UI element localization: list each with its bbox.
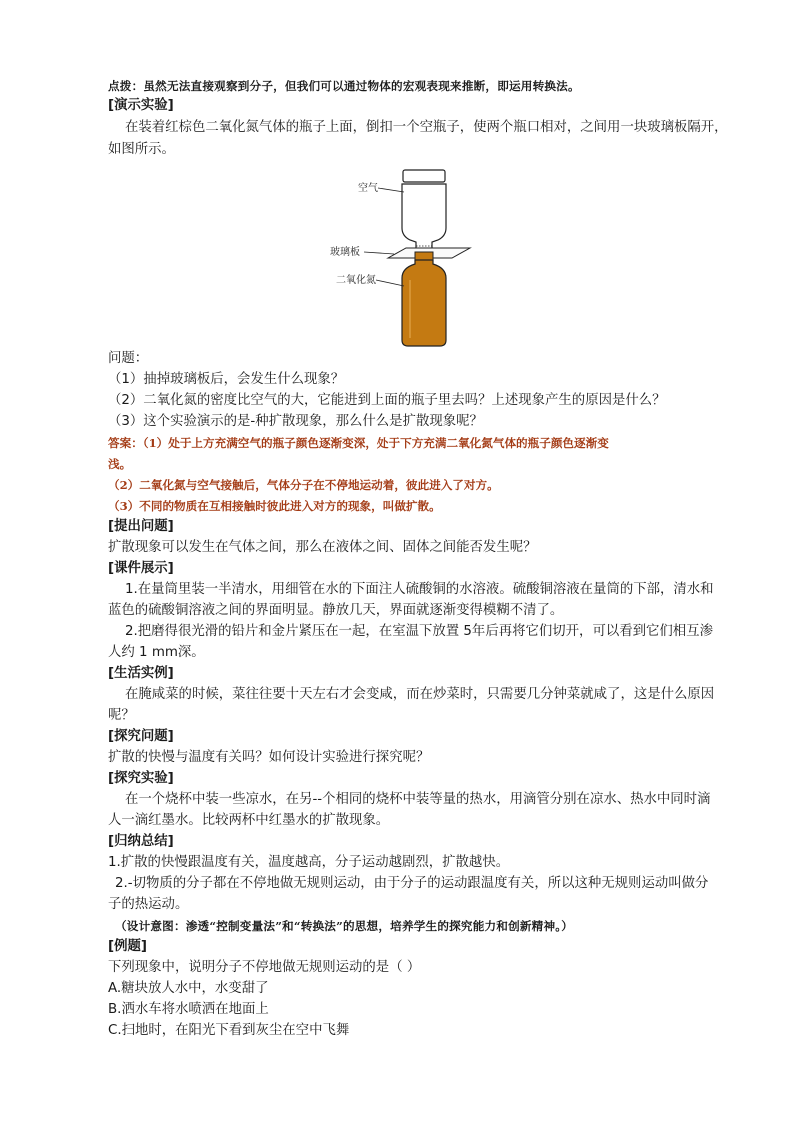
answer-line: （2）二氧化氮与空气接触后，气体分子在不停地运动着，彼此进入了对方。 [108,478,499,492]
leader-line [378,188,404,192]
label-air: 空气 [358,183,378,194]
paragraph-line: 2.把磨得很光滑的铅片和金片紧压在一起，在室温下放置 5年后再将它们切开，可以看到它们相互渗 [125,624,713,639]
answer-line: 答案：（1）处于上方充满空气的瓶子颜色逐渐变深，处于下方充满二氧化氮气体的瓶子颜色逐渐变 [108,436,609,450]
answer-line: 浅。 [108,457,132,471]
paragraph-line: 人约 1 mm深。 [108,645,205,660]
example-question: 下列现象中，说明分子不停地做无规则运动的是（ ） [108,960,421,975]
heading-demo-experiment: [演示实验] [108,98,174,113]
no2-bottle [402,252,446,346]
question-label: 问题： [108,351,149,366]
paragraph-line: 人一滴红墨水。比较两杯中红墨水的扩散现象。 [108,813,390,828]
diffusion-bottles-figure [320,162,480,350]
heading-summary: [归纳总结] [108,834,174,849]
paragraph-line: 1.扩散的快慢跟温度有关，温度越高，分子运动越剧烈，扩散越快。 [108,855,510,870]
option-b: B.洒水车将水喷洒在地面上 [108,1002,269,1017]
paragraph-line: 蓝色的硫酸铜溶液之间的界面明显。静放几天，界面就逐渐变得模糊不清了。 [108,603,564,618]
paragraph-line: 2.-切物质的分子都在不停地做无规则运动，由于分子的运动跟温度有关，所以这种无规则运动叫做分 [115,876,709,891]
leader-line [376,280,404,286]
heading-raise-question: [提出问题] [108,519,174,534]
leader-line [364,252,394,254]
question-item: （1）抽掉玻璃板后，会发生什么现象？ [108,372,345,387]
label-no2: 二氧化氮 [336,275,376,286]
paragraph-line: 子的热运动。 [108,897,189,912]
answer-line: （3）不同的物质在互相接触时彼此进入对方的现象，叫做扩散。 [108,499,441,513]
heading-courseware: [课件展示] [108,561,174,576]
design-intent-line: （设计意图：渗透“控制变量法”和“转换法”的思想，培养学生的探究能力和创新精神。） [115,919,574,933]
paragraph-line: 如图所示。 [108,142,175,157]
label-glass: 玻璃板 [330,247,360,258]
paragraph-line: 在装着红棕色二氧化氮气体的瓶子上面，倒扣一个空瓶子，使两个瓶口相对，之间用一块玻璃板隔开， [125,120,728,135]
option-a: A.糖块放人水中，水变甜了 [108,981,269,996]
tip-line: 点拨：虽然无法直接观察到分子，但我们可以通过物体的宏观表现来推断，即运用转换法。 [108,79,580,93]
paragraph-line: 在腌咸菜的时候，菜往往要十天左右才会变咸，而在炒菜时，只需要几分钟菜就咸了，这是什么原因 [125,687,715,702]
heading-inquiry-experiment: [探究实验] [108,771,174,786]
paragraph-line: 在一个烧杯中装一些凉水，在另--个相同的烧杯中装等量的热水，用滴管分别在凉水、热水中同时滴 [125,792,711,807]
question-item: （2）二氧化氮的密度比空气的大，它能进到上面的瓶子里去吗？上述现象产生的原因是什么？ [108,393,666,408]
paragraph-line: 呢？ [108,708,135,723]
paragraph-line: 扩散的快慢与温度有关吗？如何设计实验进行探究呢？ [108,750,430,765]
heading-inquiry-question: [探究问题] [108,729,174,744]
heading-example: [例题] [108,939,148,954]
paragraph-line: 扩散现象可以发生在气体之间，那么在液体之间、固体之间能否发生呢？ [108,540,537,555]
paragraph-line: 1.在量筒里装一半清水，用细管在水的下面注人硫酸铜的水溶液。硫酸铜溶液在量筒的下部，清水和 [125,582,714,597]
air-bottle [402,170,446,250]
question-item: （3）这个实验演示的是-种扩散现象，那么什么是扩散现象呢？ [108,414,483,429]
option-c: C.扫地时，在阳光下看到灰尘在空中飞舞 [108,1023,350,1038]
heading-life-example: [生活实例] [108,666,174,681]
